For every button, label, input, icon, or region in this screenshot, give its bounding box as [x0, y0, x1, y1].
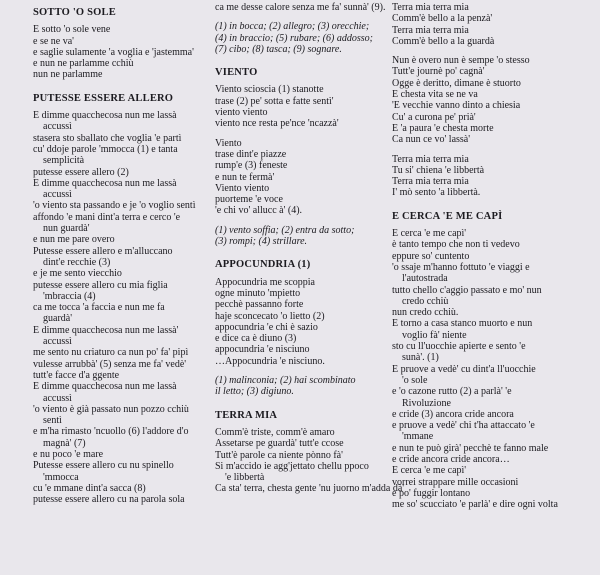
lyric-line: dint'e recchie (3)	[43, 256, 111, 268]
lyric-line: Comm'è triste, comm'è amaro	[215, 426, 335, 438]
lyric-line: eppure so' cuntento	[392, 250, 470, 262]
stanza-gap	[215, 367, 387, 375]
lyric-line: e nun te può girà' pecchè te fanno male	[392, 442, 549, 454]
lyric-line: cu 'e mmane dint'a sacca (8)	[33, 482, 146, 494]
lyric-line: voglio fà' niente	[402, 329, 467, 341]
stanza-gap	[392, 146, 592, 154]
song-title: PUTESSE ESSERE ALLERO	[33, 92, 174, 104]
footnote-line: (3) rompi; (4) strillare.	[215, 236, 308, 248]
lyric-line: semplicità	[43, 155, 85, 167]
lyric-line: E chesta vita se ne va	[392, 89, 478, 101]
lyric-line: putesse essere allero (2)	[33, 166, 129, 178]
footnote-line: (1) malinconia; (2) hai scombinato	[215, 375, 356, 387]
footnote-line: (1) vento soffia; (2) entra da sotto;	[215, 224, 355, 236]
lyric-line: Terra mia terra mia	[392, 153, 469, 165]
lyric-line: Terra mia terra mia	[392, 24, 469, 36]
lyric-line: cu' ddoje parole 'mmocca (1) e tanta	[33, 143, 178, 155]
lyric-line: e nu poco 'e mare	[33, 448, 104, 460]
lyric-line: E sotto 'o sole vene	[33, 24, 111, 36]
lyric-line: e cride (3) ancora cride ancora	[392, 408, 514, 420]
lyric-line: appocundria 'e chi è sazio	[215, 321, 318, 333]
song-title: VIENTO	[215, 67, 258, 79]
lyric-line: Rivoluzione	[402, 397, 451, 409]
lyric-line: Tutt'è parole ca niente pònno fà'	[215, 449, 343, 461]
lyric-line: Tutt'e journè po' cagnà'	[392, 66, 485, 78]
lyric-line: e je me sento viecchio	[33, 268, 122, 280]
lyric-line: I' mò sento 'a libbertà.	[392, 187, 481, 199]
lyric-line: nun guardà'	[43, 223, 90, 235]
lyric-line: 'e libbertà	[225, 472, 265, 484]
lyric-line: …Appocundria 'e nisciuno.	[215, 355, 325, 367]
lyric-line: sunà'. (1)	[402, 352, 439, 364]
lyric-line: rump'e (3) feneste	[215, 160, 288, 172]
lyric-line: e nun te fermà'	[215, 171, 275, 183]
lyric-line: Ogge è deritto, dimane è stuorto	[392, 77, 521, 89]
lyric-line: e nun me pare overo	[33, 234, 115, 246]
lyric-line: E torno a casa stanco muorto e nun	[392, 318, 533, 330]
lyric-line: e se ne va'	[33, 35, 74, 47]
lyric-line: me so' scucciato 'e parlà' e dire ogni volta	[392, 499, 558, 511]
lyric-line: Cu' a curona pe' prià'	[392, 111, 476, 123]
stanza-gap	[215, 217, 387, 225]
lyric-line: e nun ne parlamme cchiù	[33, 58, 134, 70]
lyric-line: stasera sto sballato che voglia 'e partì	[33, 132, 182, 144]
lyric-line: 'o viento è già passato nun pozzo cchiù	[33, 403, 189, 415]
lyric-line: guardà'	[43, 313, 73, 325]
lyric-line: e 'o cazone rutto (2) a parlà' 'e	[392, 386, 512, 398]
lyric-line: e m'ha rimasto 'ncuollo (6) l'addore d'o	[33, 426, 189, 438]
lyric-line: e pruove a vedè' chi t'ha attaccato 'e	[392, 420, 535, 432]
lyric-line: Viento sciosciа (1) stanotte	[215, 84, 324, 96]
lyric-line: E cerca 'e me capì'	[392, 228, 467, 240]
lyric-line: Assetarse pe guardà' tutt'e ccose	[215, 438, 344, 450]
lyric-line: accussì	[43, 189, 72, 201]
lyric-line: puorteme 'e voce	[215, 194, 283, 206]
lyric-line: 'o ssaje m'hanno fottuto 'e viaggi e	[392, 261, 530, 273]
lyric-line: E dimme quacchecosa nun me lassà	[33, 110, 177, 122]
lyric-line: e dice ca è diuno (3)	[215, 333, 297, 345]
lyric-line: Comm'è bello a la penzà'	[392, 13, 493, 25]
lyric-line: Si m'accido ie agg'jettato chellu ppoco	[215, 460, 369, 472]
lyric-line: vorrei strappare mille occasioni	[392, 476, 519, 488]
lyric-line: e saglie sulamente 'a voglia e 'jastemma'	[33, 46, 194, 58]
lyric-line: viento viento	[215, 107, 268, 119]
song-title: APPOCUNDRIA (1)	[215, 259, 311, 271]
lyric-line: l'autostrada	[402, 273, 448, 285]
lyric-line: ca me desse calore senza me fa' sunnà' (9).	[215, 2, 386, 13]
footnote-line: (1) in bocca; (2) allegro; (3) orecchie;	[215, 21, 370, 33]
lyric-line: haje sconcecato 'o lietto (2)	[215, 310, 325, 322]
footnote-line: il letto; (3) digiuno.	[215, 386, 294, 398]
lyric-line: Tu si' chiena 'e libbertà	[392, 164, 485, 176]
lyrics-column-1	[33, 7, 213, 505]
lyric-line: ca me tocca 'a faccia e nun me fa	[33, 302, 165, 314]
lyric-line: 'E vecchie vanno dinto a chiesia	[392, 100, 521, 112]
stanza-gap	[215, 130, 387, 138]
lyric-line: Terra mia terra mia	[392, 2, 469, 13]
lyric-line: 'mmane	[402, 431, 434, 443]
lyric-line: nun credo cchiù.	[392, 307, 459, 319]
lyric-line: accussì	[43, 392, 72, 404]
lyric-line: Ca nun ce vo' lassà'	[392, 134, 471, 146]
stanza-gap	[215, 13, 387, 21]
lyric-line: sto cu ll'uocchie apierte e sento 'e	[392, 341, 526, 353]
lyric-line: 'e chi vo' allucc à' (4).	[215, 205, 303, 217]
lyric-line: E 'a paura 'e chesta morte	[392, 122, 494, 134]
lyric-line: affondo 'e mani dint'a terra e cerco 'e	[33, 211, 181, 223]
song-title: E CERCA 'E ME CAPÌ	[392, 210, 503, 222]
lyric-line: Viento	[215, 137, 242, 149]
stanza-gap	[392, 47, 592, 55]
lyric-line: è tanto tempo che non ti vedevo	[392, 239, 520, 251]
lyric-line: viento nce resta pe'nce 'ncazzà'	[215, 118, 339, 130]
lyric-line: Terra mia terra mia	[392, 176, 469, 188]
lyric-line: Viento viento	[215, 182, 270, 194]
lyric-line: 'o sole	[402, 374, 428, 386]
lyric-line: E dimme quacchecosa nun me lassà	[33, 381, 177, 393]
lyric-line: accussì	[43, 336, 72, 348]
footnote-line: (4) in braccio; (5) rubare; (6) addosso;	[215, 32, 373, 44]
lyric-line: sentì	[43, 415, 62, 427]
lyric-line: trase dint'e piazze	[215, 148, 287, 160]
lyric-line: credo cchiù	[402, 295, 449, 307]
song-title: TERRA MIA	[215, 409, 278, 421]
lyric-line: putesse essere allero cu na parola sola	[33, 494, 185, 506]
lyric-line: me sento nu criaturo ca nun po' fa' pipì	[33, 347, 189, 359]
footnote-line: (7) cibo; (8) tasca; (9) sognare.	[215, 43, 342, 55]
lyric-line: ogne minuto 'mpietto	[215, 287, 301, 299]
lyric-line: 'o viento sta passando e je 'o voglio sentì	[33, 200, 196, 212]
lyric-line: 'mbraccia (4)	[43, 290, 96, 302]
lyric-line: E cerca 'e me capì'	[392, 465, 467, 477]
lyric-line: Appocundria me scoppia	[215, 276, 315, 288]
lyric-line: Comm'è bello a la guardà	[392, 35, 495, 47]
lyric-line: Ca sta' terra, chesta gente 'nu juorno m'adda dà'	[215, 483, 405, 495]
lyric-line: E pruove a vedè' cu dint'a ll'uocchie	[392, 363, 536, 375]
lyric-line: tutt'e facce d'a ggente	[33, 369, 120, 381]
lyric-line: E dimme quacchecosa nun me lassà	[33, 177, 177, 189]
lyric-line: e cride ancora cride ancora…	[392, 453, 510, 465]
lyric-line: Putesse essere allero e m'alluccano	[33, 245, 173, 257]
lyric-line: trase (2) pe' sotta e fatte sentì'	[215, 95, 334, 107]
lyric-line: pecchè passanno forte	[215, 299, 304, 311]
lyric-line: Putesse essere allero cu nu spinello	[33, 460, 174, 472]
lyric-line: magnà' (7)	[43, 437, 86, 449]
lyric-line: 'mmocca	[43, 471, 79, 483]
lyric-line: appocundria 'e nisciuno	[215, 344, 310, 356]
lyric-line: E dimme quacchecosa nun me lassà'	[33, 324, 179, 336]
lyric-line: nun ne parlamme	[33, 69, 103, 81]
lyric-line: putesse essere allero cu mia figlia	[33, 279, 168, 291]
lyric-line: e po' fuggir lontano	[392, 487, 471, 499]
lyric-line: Nun è overo nun è sempe 'o stesso	[392, 55, 530, 67]
lyric-line: vulesse arrubbà' (5) senza me fa' vedè'	[33, 358, 187, 370]
lyric-line: accussì	[43, 121, 72, 133]
song-title: SOTTO 'O SOLE	[33, 7, 116, 18]
lyrics-column-2	[215, 2, 405, 495]
lyrics-column-3	[392, 2, 592, 510]
lyric-line: tutto chello c'aggio passato e mo' nun	[392, 284, 542, 296]
